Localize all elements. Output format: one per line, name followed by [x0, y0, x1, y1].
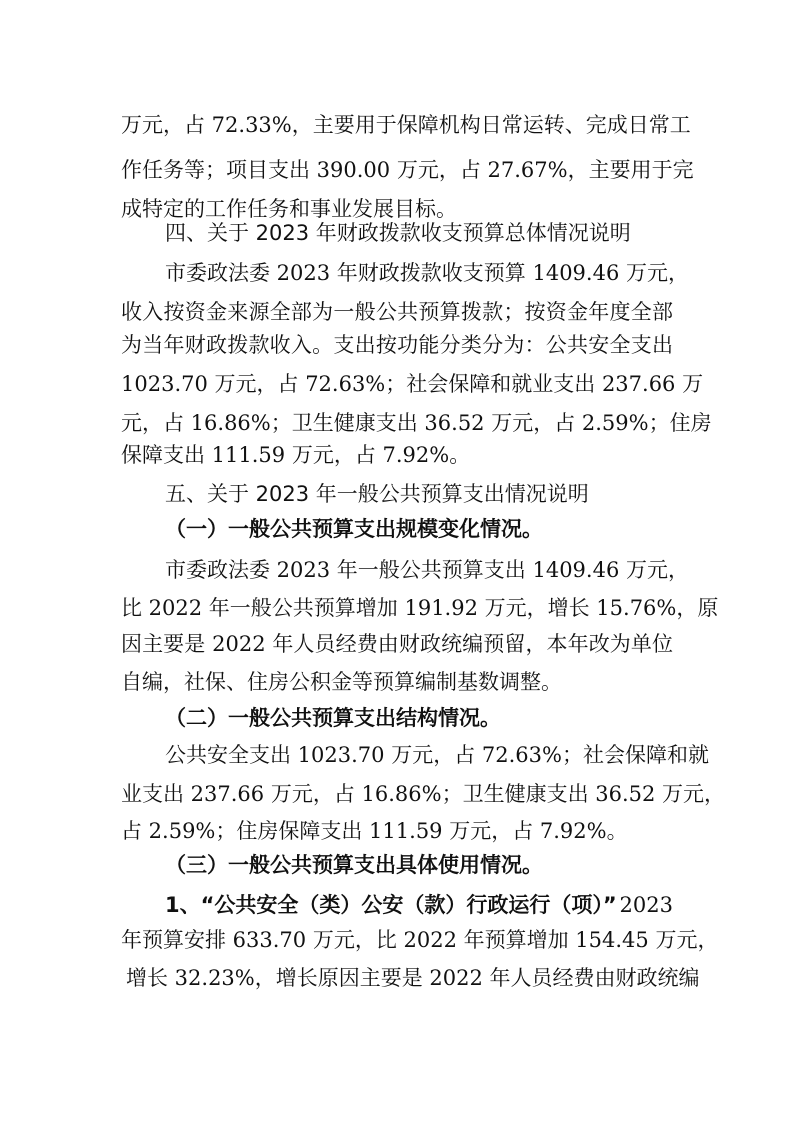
paragraph-line: 作任务等；项目支出 390.00 万元，占 27.67%，主要用于完 [121, 158, 694, 182]
paragraph-line: 成特定的工作任务和事业发展目标。 [121, 197, 457, 221]
paragraph-line: 年预算安排 633.70 万元，比 2022 年预算增加 154.45 万元， [121, 928, 719, 952]
paragraph-line: 自编，社保、住房公积金等预算编制基数调整。 [121, 670, 562, 694]
paragraph-line: 公共安全支出 1023.70 万元，占 72.63%；社会保障和就 [165, 743, 709, 767]
paragraph-line: 市委政法委 2023 年财政拨款收支预算 1409.46 万元， [165, 261, 689, 285]
section-heading: 五、关于 2023 年一般公共预算支出情况说明 [165, 482, 589, 506]
item-lead: 1、“公共安全（类）公安（款）行政运行（项）” [165, 893, 617, 917]
paragraph-line: 万元，占 72.33%，主要用于保障机构日常运转、完成日常工 [121, 113, 691, 137]
subsection-heading: （二）一般公共预算支出结构情况。 [165, 706, 501, 730]
paragraph-line: 占 2.59%；住房保障支出 111.59 万元，占 7.92%。 [121, 819, 628, 843]
section-heading: 四、关于 2023 年财政拨款收支预算总体情况说明 [165, 221, 631, 245]
paragraph-line: 保障支出 111.59 万元，占 7.92%。 [121, 443, 471, 467]
paragraph-line: 收入按资金来源全部为一般公共预算拨款；按资金年度全部 [121, 300, 673, 324]
paragraph-line: 比 2022 年一般公共预算增加 191.92 万元，增长 15.76%，原 [121, 596, 719, 620]
paragraph-line: 为当年财政拨款收入。支出按功能分类分为：公共安全支出 [121, 333, 673, 357]
paragraph-line: 业支出 237.66 万元，占 16.86%；卫生健康支出 36.52 万元， [121, 782, 726, 806]
paragraph-line: 元，占 16.86%；卫生健康支出 36.52 万元，占 2.59%；住房 [121, 411, 712, 435]
item-lead-tail: 2023 [619, 893, 673, 917]
paragraph-line: 增长 32.23%，增长原因主要是 2022 年人员经费由财政统编 [126, 966, 700, 990]
item-lead-line [0, 887, 793, 923]
paragraph-line: 因主要是 2022 年人员经费由财政统编预留，本年改为单位 [121, 632, 673, 656]
paragraph-line: 市委政法委 2023 年一般公共预算支出 1409.46 万元， [165, 558, 689, 582]
subsection-heading: （三）一般公共预算支出具体使用情况。 [165, 853, 543, 877]
subsection-heading: （一）一般公共预算支出规模变化情况。 [165, 517, 543, 541]
paragraph-line: 1023.70 万元，占 72.63%；社会保障和就业支出 237.66 万 [121, 372, 704, 396]
